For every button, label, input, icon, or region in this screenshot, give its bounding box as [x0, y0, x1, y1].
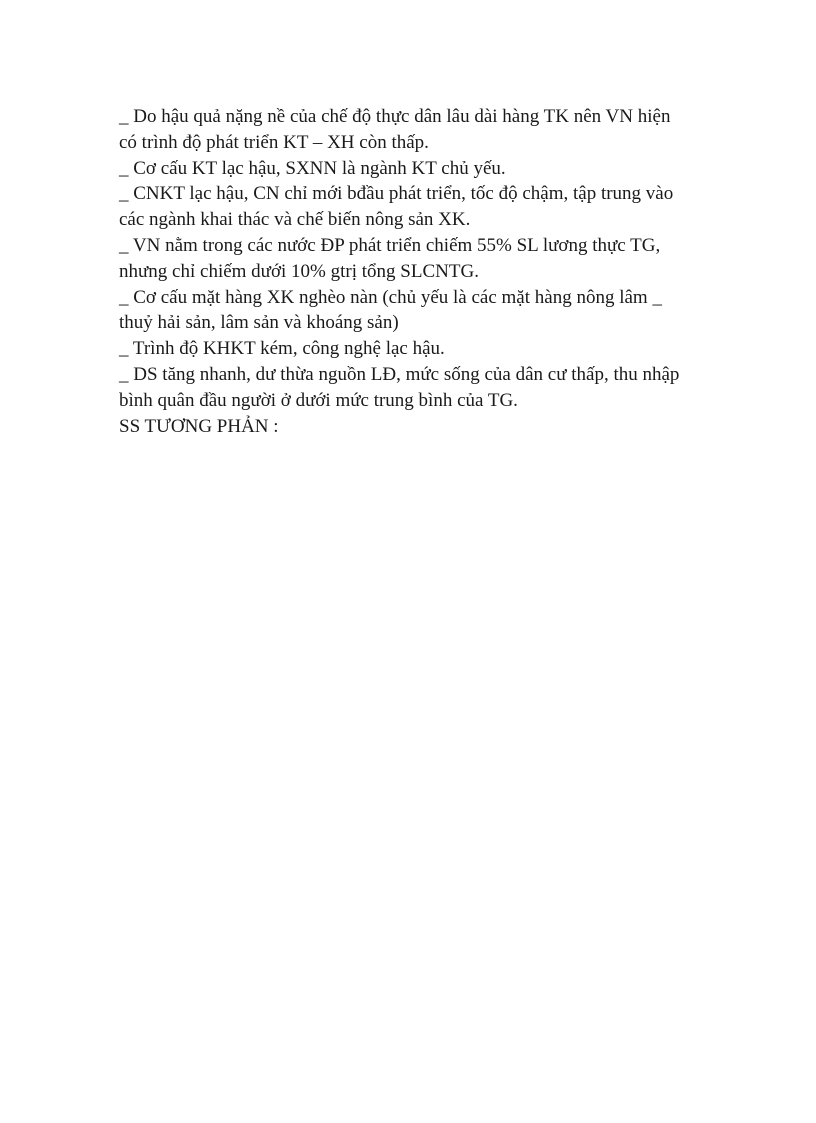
text-line: có trình độ phát triển KT – XH còn thấp. — [119, 131, 429, 153]
text-line: _ Do hậu quả nặng nề của chế độ thực dân lâu dài hàng TK nên VN hiện — [119, 106, 671, 127]
text-line: các ngành khai thác và chế biến nông sản XK. — [119, 209, 471, 231]
text-line: _ DS tăng nhanh, dư thừa nguồn LĐ, mức sống của dân cư thấp, thu nhập — [119, 363, 680, 385]
section-heading: SS TƯƠNG PHẢN : — [119, 415, 279, 437]
text-line: _ Trình độ KHKT kém, công nghệ lạc hậu. — [119, 338, 445, 360]
text-line: _ CNKT lạc hậu, CN chỉ mới bđầu phát triển, tốc độ chậm, tập trung vào — [119, 183, 674, 205]
document-body — [119, 104, 719, 439]
text-line: _ Cơ cấu KT lạc hậu, SXNN là ngành KT chủ yếu. — [119, 157, 506, 179]
text-line: _ VN nằm trong các nước ĐP phát triển chiếm 55% SL lương thực TG, — [119, 234, 661, 256]
text-line: bình quân đầu người ở dưới mức trung bình của TG. — [119, 389, 518, 411]
text-line: thuỷ hải sản, lâm sản và khoáng sản) — [119, 312, 399, 334]
text-line: _ Cơ cấu mặt hàng XK nghèo nàn (chủ yếu là các mặt hàng nông lâm _ — [119, 286, 662, 308]
text-line: nhưng chỉ chiếm dưới 10% gtrị tổng SLCNTG. — [119, 260, 479, 282]
